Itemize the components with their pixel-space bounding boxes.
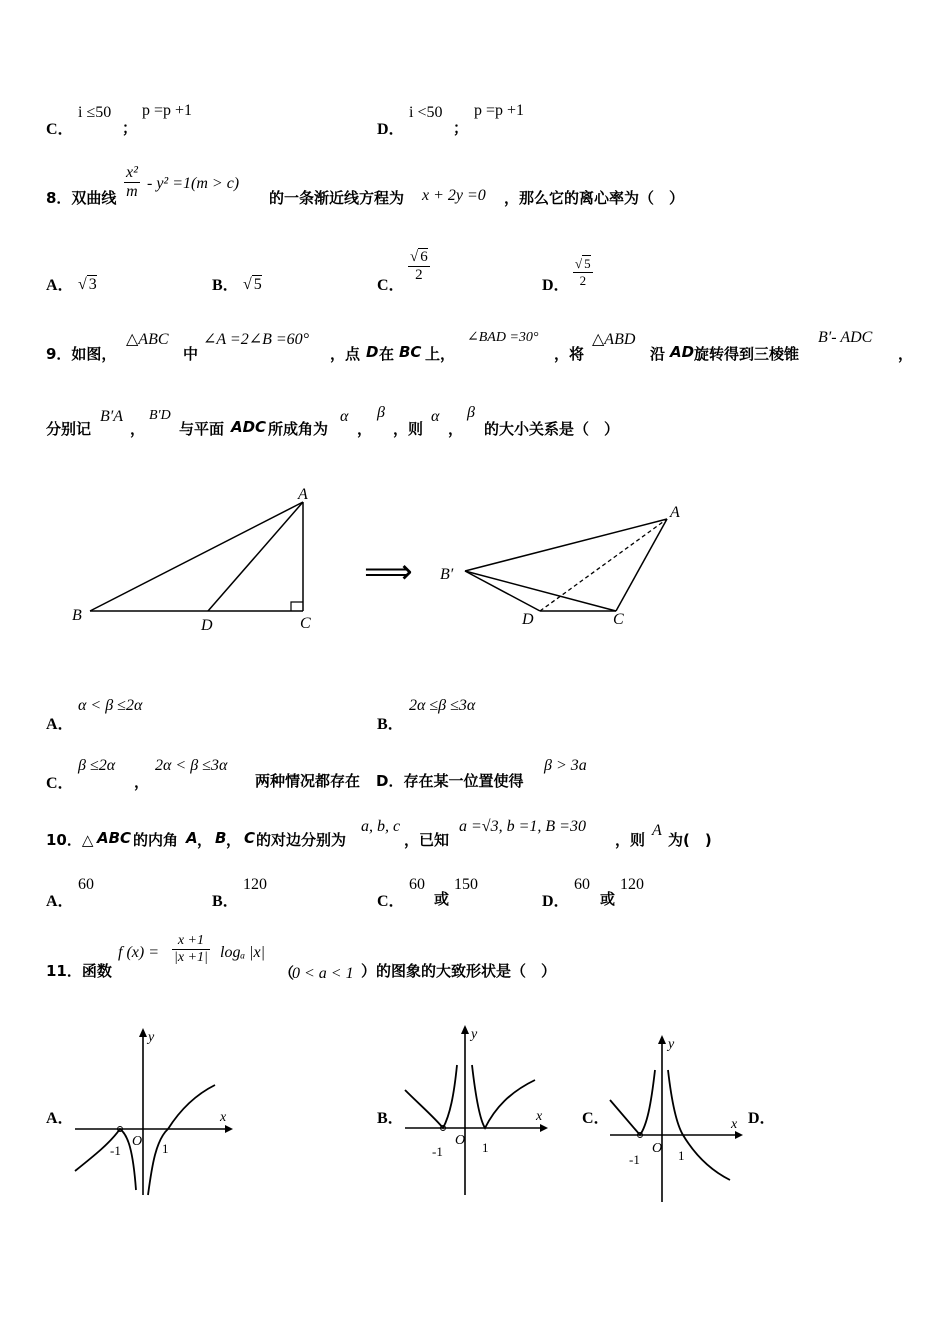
q8-option-a-label[interactable]: A． [46,277,74,294]
q8-option-b-label[interactable]: B． [212,277,239,294]
q11-cond-open: （ [279,964,295,982]
q8-option-d-label[interactable]: D． [542,277,570,294]
q9-option-c-text: 两种情况都存在 [255,772,361,790]
q9-fig2-label-c: C [613,611,624,628]
q7-option-c-expression: p =p +1 [142,102,193,119]
q11-option-d-label[interactable]: D． [748,1110,776,1127]
q7-option-c-label[interactable]: C． [46,121,74,138]
q9-fig2-label-d: D [522,611,534,628]
q10-text-2: 的对边分别为 [256,831,347,849]
q11-number: 11．函数 [46,962,112,980]
q9-fig1-label-a: A [298,486,308,503]
q11-graph-c-label-neg1: -1 [629,1152,640,1167]
q11-graph-b-label-y: y [471,1027,478,1042]
q9-relation-text: 的大小关系是（ ） [484,420,620,438]
q11-graph-c-curve-right [668,1070,730,1180]
q9-fig1-label-c: C [300,615,311,632]
q11-graph-a [70,1025,240,1205]
q9-fig2-edge-ba [465,519,667,571]
q9-figure-triangle [60,480,340,640]
q11-graph-a-y-arrow-icon [139,1028,147,1037]
q9-angle-bad: ∠BAD =30° [467,330,539,345]
q9-text-zai: 在 [379,345,395,363]
q9-text-yan: 沿 [650,345,666,363]
q10-given: a =√3, b =1, B =30 [459,818,586,835]
q9-segment-bc: BC [399,343,422,361]
q11-graph-c-x-arrow-icon [735,1131,743,1139]
q9-triangle-abc: △ABC [126,331,169,348]
q10-option-b-label[interactable]: B． [212,893,239,910]
q10-letter-c: C [244,829,256,847]
q10-text-4: ，则 [615,831,646,849]
q8-fraction [124,164,140,201]
q10-sides: a, b, c [361,818,401,835]
q9-text-zhong: 中 [183,345,199,363]
q8-equation-rest: - y² =1(m > c) [147,175,240,192]
q9-text-yu: 与平面 [179,420,225,438]
q10-option-c-or: 或 [434,890,450,908]
q11-fraction-numerator: x +1 [172,933,210,950]
q10-option-d-label[interactable]: D． [542,893,570,910]
q8-asymptote: x + 2y =0 [422,187,486,204]
q11-graph-b-x-arrow-icon [540,1124,548,1132]
q9-triangle-abd: △ABD [592,331,636,348]
q11-graph-a-label-1: 1 [162,1141,169,1156]
q11-graph-b-y-arrow-icon [461,1025,469,1034]
q11-graph-b-curve-left [405,1065,457,1128]
q11-graph-a-label-neg1: -1 [110,1143,121,1158]
q9-angle-equation: ∠A =2∠B =60° [203,331,310,348]
q9-figure-pyramid [430,495,710,635]
q9-plane-adc: ADC [231,418,267,436]
q11-graph-a-curve-right [148,1085,215,1195]
q11-graph-c [605,1030,755,1210]
q10-option-d-or: 或 [600,890,616,908]
q9-alpha: α [340,408,349,425]
q11-graph-b [400,1020,570,1200]
q9-option-b-value: 2α ≤β ≤3α [409,697,476,714]
q9-comma-1: ， [130,420,146,438]
q8-number: 8．双曲线 [46,189,117,207]
q11-graph-b-label-neg1: -1 [432,1144,443,1159]
q9-fig1-segment-ad [208,502,303,611]
q11-graph-c-label-x: x [731,1117,738,1132]
q9-fig2-edge-bc [465,571,616,611]
q9-fig1-right-angle-mark [291,602,303,611]
q9-comma-2: ， [357,420,373,438]
q11-graph-a-label-x: x [220,1110,227,1125]
q9-option-c-label[interactable]: C． [46,775,74,792]
q9-fig2-edge-ca [616,519,667,611]
q9-pyramid: B′- ADC [818,329,873,346]
q8-option-a-value: √ 3 [78,276,97,293]
q9-option-a-label[interactable]: A． [46,716,74,733]
q10-option-c-value-2: 150 [454,876,478,893]
q9-fig1-label-b: B [72,607,82,624]
q11-function-name: f (x) = [118,944,159,961]
q7-option-d-label[interactable]: D． [377,121,405,138]
q10-letter-b: B [215,829,227,847]
q9-option-d-value: β > 3a [544,757,587,774]
q11-graph-b-label-x: x [536,1109,543,1124]
q11-graph-a-label-y: y [148,1030,155,1045]
q9-text-jiang: ，将 [554,345,585,363]
q8-text-mid: 的一条渐近线方程为 [269,189,405,207]
q9-segment-ad: AD [670,343,695,361]
q9-option-a-value: α < β ≤2α [78,697,143,714]
q9-fig1-label-d: D [201,617,213,634]
q9-fig2-label-a: A [670,504,680,521]
q9-comma-end: ， [898,345,914,363]
q11-option-a-label[interactable]: A． [46,1110,74,1127]
q11-option-c-label[interactable]: C． [582,1110,610,1127]
q9-arrow: ⟹ [364,552,413,592]
q9-beta: β [377,404,385,421]
q9-option-c-separator: ， [134,773,150,791]
q11-option-b-label[interactable]: B． [377,1110,404,1127]
q9-beta-2: β [467,404,475,421]
q10-option-c-label[interactable]: C． [377,893,405,910]
q8-option-d-fraction: $\frac{√ 5}{2}$ [575,256,591,288]
q8-option-c-fraction: $\frac{√ 6}{2}$ [410,249,428,283]
q9-option-d-label[interactable]: D．存在某一位置使得 [376,772,524,790]
q11-graph-a-curve-left [75,1129,136,1190]
q9-text-angles: 所成角为 [268,420,329,438]
q9-text-rotate: 旋转得到三棱锥 [694,345,800,363]
q10-comma-2: ， [226,831,242,849]
q9-fig2-label-b: B′ [440,566,454,583]
q10-option-d-value-2: 120 [620,876,644,893]
q11-log: logₐ |x| [220,944,266,961]
q9-fig2-edge-da-hidden [540,519,667,611]
q9-fig2-edge-bd [465,571,540,611]
q9-line2-start: 分别记 [46,420,92,438]
q11-graph-b-curve-right [472,1065,535,1128]
q11-text-tail: ）的图象的大致形状是（ ） [361,962,557,980]
q10-letter-a-2: A [652,822,662,839]
q9-alpha-2: α [431,408,440,425]
q8-option-c-label[interactable]: C． [377,277,405,294]
q9-option-c-value-1: β ≤2α [78,757,116,774]
q11-graph-b-label-1: 1 [482,1140,489,1155]
q9-text-dian: ，点 [330,345,361,363]
q7-option-c-condition: i ≤50 [78,104,112,121]
q11-graph-a-x-arrow-icon [225,1125,233,1133]
q8-option-b-value: √ 5 [243,276,262,293]
q7-option-c-separator: ； [122,119,138,137]
q9-option-b-label[interactable]: B． [377,716,404,733]
q9-text-ze: ，则 [393,420,424,438]
q9-segment-bd: B′D [149,408,171,423]
q11-graph-c-label-1: 1 [678,1148,685,1163]
q10-option-d-value-1: 60 [574,876,590,893]
q10-option-a-label[interactable]: A． [46,893,74,910]
q10-text-3: ，已知 [404,831,450,849]
q8-fraction-denominator: m [126,183,138,200]
q8-fraction-numerator: x² [126,164,138,181]
q11-graph-c-label-o: O [652,1141,663,1156]
q10-text-5: 为( ) [668,831,712,849]
q10-number: 10．△ [46,831,94,849]
q11-graph-b-label-o: O [455,1133,466,1148]
q10-text-1: 的内角 [133,831,179,849]
q7-option-d-expression: p =p +1 [474,102,525,119]
q10-triangle-abc: ABC [97,829,132,847]
q11-graph-a-label-o: O [132,1134,143,1149]
q8-text-tail: ，那么它的离心率为（ ） [504,189,685,207]
q9-fig1-side-ab [90,502,303,611]
q7-option-d-separator: ； [453,119,469,137]
q9-text-shang: 上， [425,345,456,363]
q9-point-d: D [366,343,379,361]
q7-option-d-condition: i <50 [409,104,443,121]
q10-option-a-value: 60 [78,876,94,893]
q10-comma-1: ， [197,831,213,849]
q11-fraction [172,933,210,966]
q10-option-c-value-1: 60 [409,876,425,893]
q9-comma-3: ， [448,420,464,438]
q10-letter-a: A [186,829,198,847]
q11-graph-c-label-y: y [668,1037,675,1052]
q11-fraction-denominator: |x +1| [174,950,208,965]
q10-option-b-value: 120 [243,876,267,893]
q9-segment-ba: B′A [100,408,124,425]
q11-graph-c-y-arrow-icon [658,1035,666,1044]
q9-option-c-value-2: 2α < β ≤3α [155,757,228,774]
q9-number: 9．如图， [46,345,117,363]
q11-condition: 0 < a < 1 [292,965,354,982]
q11-graph-c-curve-left [610,1070,655,1135]
